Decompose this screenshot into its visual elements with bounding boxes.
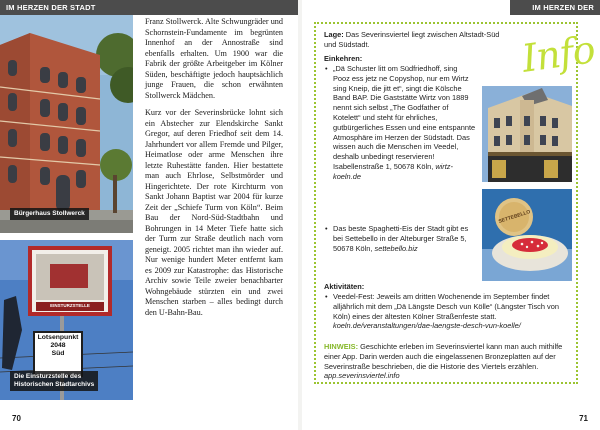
left-page	[0, 0, 298, 430]
lage-section	[324, 30, 506, 50]
sign-einsturzstelle-label: EINSTURZSTELLE	[50, 303, 90, 308]
sign-lotsenpunkt-line1: Lotsenpunkt	[37, 334, 79, 341]
einkehren-item-settebello	[324, 224, 476, 253]
buergerhaus-illustration	[0, 15, 133, 233]
lage-text: Das Severinsviertel liegt zwischen Altstadt-Süd und Südstadt.	[324, 30, 500, 49]
hinweis-section	[324, 342, 572, 381]
running-head-right: IM HERZEN DER STADT	[510, 0, 600, 15]
sign-lotsenpunkt-line2: 2048	[50, 342, 66, 349]
page-number-right: 71	[579, 414, 588, 423]
caption-einsturzstelle-line2: Historischen Stadtarchivs	[14, 381, 95, 388]
aktivitaeten-item-veedelfest	[324, 292, 572, 331]
page-number-left: 70	[12, 414, 21, 423]
lage-label: Lage:	[324, 30, 344, 39]
sign-lotsenpunkt-line3: Süd	[51, 350, 65, 357]
paragraph-2: Kurz vor der Severinsbrücke lohnt sich ein Abstecher zur Elendskirche Sankt Gregor, auf deren Friedhof seit dem 14. Jahrhundert vor allem Fremde und Pilger, Heimatlose oder arme Menschen ihre letzte Ruhestätte fanden. Hier bestattete man auch Ehrlose, Selbstmörder und Hingerichtete. Der rote Kirchturm von Sankt Johann Baptist war 2004 für kurze Zeit der „Schiefe Turm von Köln“. Beim Bau der Nord-Süd-Stadtbahn und Bohrungen in 14 Meter Tiefe hatte sich der Turm zur Straße deutlich nach vorn geneigt. 2005 richtet man ihn wieder auf. Nur wenige hundert Meter entfernt kam es 2009 zur Katastrophe: das Historische Archiv sowie Teile zweier benachbarter Wohngebäude stürzten ein und zwei Menschen starben – alles bedingt durch den U-Bahn-Bau.	[145, 108, 283, 317]
info-box	[314, 22, 598, 384]
aktivitaeten-label: Aktivitäten:	[324, 282, 365, 291]
hinweis-text: Geschichte erleben im Severinsviertel kann man auch mithilfe einer App. Darin werden auch die eingelassenen Bronzeplatten auf der Severinstraße beschrieben, die die Historie des Viertels erzählen.	[324, 342, 563, 371]
einkehren-item-wirtz	[324, 64, 476, 182]
running-head-left: IM HERZEN DER STADT	[0, 0, 298, 15]
right-page	[302, 0, 600, 430]
settebello-wafer-label: SETTEBELLO	[497, 209, 532, 225]
link-koeln-veranstaltungen[interactable]: koeln.de/veranstaltungen/dae-laengste-desch-vun-koelle/	[333, 321, 521, 331]
einkehren-label: Einkehren:	[324, 54, 363, 63]
caption-einsturzstelle-line1: Die Einsturzstelle des	[14, 373, 82, 380]
photo-settebello-eis	[482, 189, 572, 281]
sign-lotsenpunkt	[36, 334, 80, 358]
hinweis-label: HINWEIS:	[324, 342, 359, 351]
einkehren-item-wirtz-text: „Dä Schuster litt om Südfriedhoff, sing Pooz ess jetz ne Copyshop, nur em Wirtz sing Kneip, die jitt et“, singt die Kölsche Band BAP. Die Gaststätte Wirtz von 1889 nennt sich selbst „The Godfather of Kotelett“ und steht für ehrliches, gutbürgerliches Essen und eine entspannte Atmosphäre im Herzen der Südstadt. Das wissen auch die Menschen im Veedel, deshalb unbedingt reservieren! Isabellenstraße 1, 50678 Köln,	[333, 64, 476, 171]
caption-einsturzstelle	[10, 371, 98, 391]
caption-buergerhaus: Bürgerhaus Stollwerck	[10, 208, 89, 220]
spaghetti-eis-illustration	[482, 189, 572, 281]
link-wirtz[interactable]: wirtz-koeln.de	[333, 161, 453, 181]
photo-gaststaette-wirtz	[482, 86, 572, 182]
link-settebello[interactable]: settebello.biz	[374, 243, 418, 253]
paragraph-1: Franz Stollwerck. Alte Schwungräder und Schornstein-Fundamente im begrünten Innenhof an der Annostraße sind ebenfalls erhalten. Um 1900 war die Fabrik der größte Arbeitgeber im Kölner Süden, beschäftigte jedoch hauptsächlich junge Frauen, die schon erwähnten Stollwerck Mädchen.	[145, 17, 283, 100]
link-app-severinsviertel[interactable]: app.severinsviertel.info	[324, 371, 400, 381]
info-logo: Info	[519, 27, 598, 81]
wirtz-building-illustration	[482, 86, 572, 182]
photo-buergerhaus-stollwerck	[0, 15, 133, 233]
body-text-column	[145, 17, 283, 325]
aktivitaeten-item-text: Veedel-Fest: Jeweils am dritten Wochenende im September findet alljährlich mit dem „Dä Längste Desch vun Kölle“ (Längster Tisch von Köln) eines der ältesten Kölner Straßenfeste statt.	[333, 292, 559, 321]
einkehren-item-settebello-text: Das beste Spaghetti-Eis der Stadt gibt es bei Settebello in der Alteburger Straße 5, 50678 Köln,	[333, 224, 469, 253]
